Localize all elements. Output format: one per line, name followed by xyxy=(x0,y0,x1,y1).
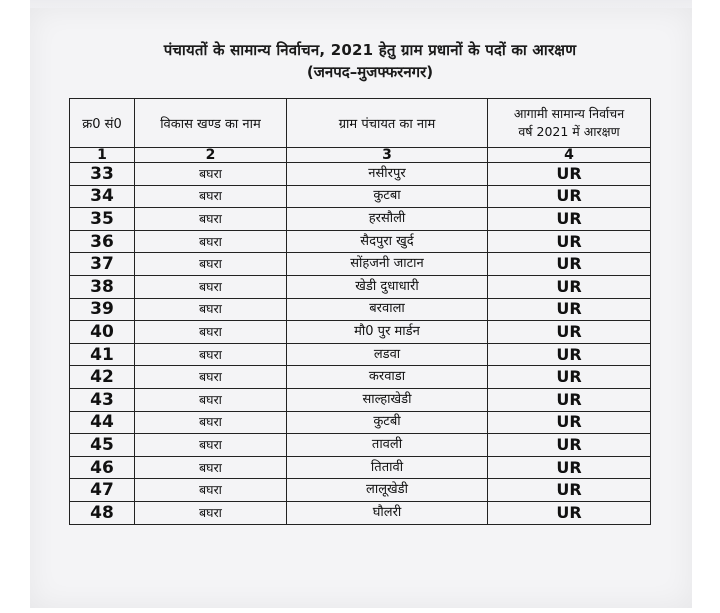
reservation-cell: UR xyxy=(488,456,651,479)
serial-number-cell: 47 xyxy=(70,479,135,502)
table-row xyxy=(70,456,651,479)
village-name-cell: कुटबा xyxy=(287,185,488,208)
header-reservation-line1: आगामी सामान्य निर्वाचन xyxy=(513,106,625,121)
village-name-cell: नसीरपुर xyxy=(287,163,488,186)
village-name-cell: घौलरी xyxy=(287,501,488,524)
village-name-cell: खेडी दुधाधारी xyxy=(287,275,488,298)
table-row xyxy=(70,366,651,389)
village-name-cell: तावली xyxy=(287,434,488,457)
serial-number-cell: 33 xyxy=(70,163,135,186)
village-name-cell: मौ0 पुर मार्डन xyxy=(287,321,488,344)
table-row xyxy=(70,434,651,457)
table-row xyxy=(70,163,651,186)
table-row xyxy=(70,321,651,344)
table-row xyxy=(70,479,651,502)
block-name-cell: बघरा xyxy=(135,253,287,276)
village-name-cell: तितावी xyxy=(287,456,488,479)
block-name-cell: बघरा xyxy=(135,208,287,231)
village-name-cell: लडवा xyxy=(287,343,488,366)
reservation-table xyxy=(69,98,651,525)
serial-number-cell: 35 xyxy=(70,208,135,231)
reservation-cell: UR xyxy=(488,275,651,298)
column-number: 1 xyxy=(70,148,135,163)
block-name-cell: बघरा xyxy=(135,411,287,434)
serial-number-cell: 37 xyxy=(70,253,135,276)
block-name-cell: बघरा xyxy=(135,343,287,366)
serial-number-cell: 45 xyxy=(70,434,135,457)
block-name-cell: बघरा xyxy=(135,388,287,411)
block-name-cell: बघरा xyxy=(135,185,287,208)
block-name-cell: बघरा xyxy=(135,456,287,479)
block-name-cell: बघरा xyxy=(135,434,287,457)
block-name-cell: बघरा xyxy=(135,501,287,524)
serial-number-cell: 36 xyxy=(70,230,135,253)
reservation-cell: UR xyxy=(488,321,651,344)
table-row xyxy=(70,501,651,524)
serial-number-cell: 43 xyxy=(70,388,135,411)
block-name-cell: बघरा xyxy=(135,275,287,298)
table-row xyxy=(70,253,651,276)
reservation-cell: UR xyxy=(488,366,651,389)
serial-number-cell: 39 xyxy=(70,298,135,321)
column-number: 4 xyxy=(488,148,651,163)
village-name-cell: सोंहजनी जाटान xyxy=(287,253,488,276)
block-name-cell: बघरा xyxy=(135,366,287,389)
village-name-cell: बरवाला xyxy=(287,298,488,321)
reservation-cell: UR xyxy=(488,501,651,524)
reservation-cell: UR xyxy=(488,298,651,321)
block-name-cell: बघरा xyxy=(135,321,287,344)
table-row xyxy=(70,388,651,411)
column-number: 3 xyxy=(287,148,488,163)
table-row xyxy=(70,343,651,366)
reservation-cell: UR xyxy=(488,185,651,208)
header-village: ग्राम पंचायत का नाम xyxy=(287,99,488,148)
reservation-cell: UR xyxy=(488,434,651,457)
document-subtitle: (जनपद–मुजफ्फरनगर) xyxy=(306,63,434,81)
table-row xyxy=(70,298,651,321)
reservation-cell: UR xyxy=(488,163,651,186)
serial-number-cell: 46 xyxy=(70,456,135,479)
header-reservation xyxy=(488,99,651,148)
header-block: विकास खण्ड का नाम xyxy=(135,99,287,148)
village-name-cell: हरसौली xyxy=(287,208,488,231)
serial-number-cell: 40 xyxy=(70,321,135,344)
header-serial: क्र0 सं0 xyxy=(70,99,135,148)
serial-number-cell: 44 xyxy=(70,411,135,434)
block-name-cell: बघरा xyxy=(135,479,287,502)
serial-number-cell: 41 xyxy=(70,343,135,366)
reservation-cell: UR xyxy=(488,388,651,411)
document-title: पंचायतों के सामान्य निर्वाचन, 2021 हेतु ग्राम प्रधानों के पदों का आरक्षण xyxy=(163,41,577,59)
table-row xyxy=(70,411,651,434)
village-name-cell: कुटबी xyxy=(287,411,488,434)
serial-number-cell: 48 xyxy=(70,501,135,524)
table-header-row xyxy=(70,99,651,148)
table-row xyxy=(70,185,651,208)
header-reservation-line2: वर्ष 2021 में आरक्षण xyxy=(518,124,620,139)
block-name-cell: बघरा xyxy=(135,298,287,321)
reservation-cell: UR xyxy=(488,479,651,502)
reservation-cell: UR xyxy=(488,208,651,231)
reservation-cell: UR xyxy=(488,343,651,366)
column-number: 2 xyxy=(135,148,287,163)
block-name-cell: बघरा xyxy=(135,163,287,186)
village-name-cell: साल्हाखेडी xyxy=(287,388,488,411)
block-name-cell: बघरा xyxy=(135,230,287,253)
table-row xyxy=(70,230,651,253)
serial-number-cell: 38 xyxy=(70,275,135,298)
village-name-cell: सैदपुरा खुर्द xyxy=(287,230,488,253)
village-name-cell: करवाडा xyxy=(287,366,488,389)
serial-number-cell: 34 xyxy=(70,185,135,208)
table-row xyxy=(70,275,651,298)
serial-number-cell: 42 xyxy=(70,366,135,389)
reservation-cell: UR xyxy=(488,230,651,253)
table-row xyxy=(70,208,651,231)
village-name-cell: लालूखेडी xyxy=(287,479,488,502)
reservation-cell: UR xyxy=(488,411,651,434)
reservation-cell: UR xyxy=(488,253,651,276)
column-number-row xyxy=(70,148,651,163)
